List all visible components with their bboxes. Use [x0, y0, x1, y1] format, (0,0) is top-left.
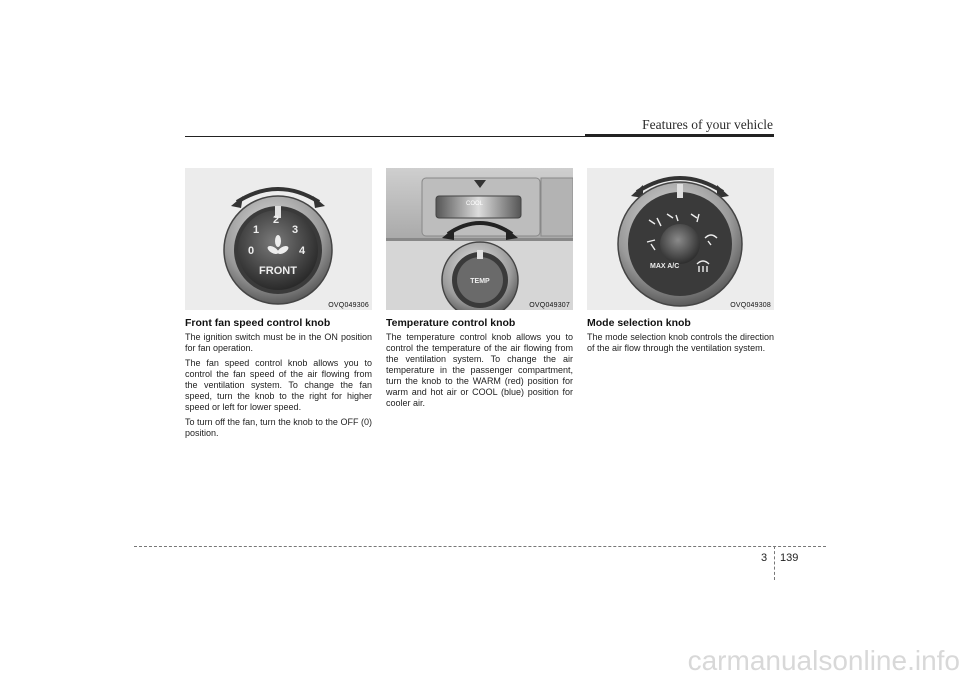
- chapter-number: 3: [761, 552, 768, 564]
- fan-knob-label: FRONT: [259, 265, 297, 277]
- temp-knob-figure: [386, 168, 573, 310]
- section-paragraph: To turn off the fan, turn the knob to the OFF (0) position.: [185, 417, 372, 438]
- fan-speed-0: 0: [248, 245, 255, 257]
- section-heading: Front fan speed control knob: [185, 317, 331, 329]
- page-number: 139: [780, 552, 799, 564]
- figure-code: OVQ049307: [529, 302, 570, 309]
- section-paragraph: The ignition switch must be in the ON position for fan operation.: [185, 332, 372, 353]
- figure-code: OVQ049308: [730, 302, 771, 309]
- header-rule-accent: [585, 134, 774, 137]
- page-header-title: Features of your vehicle: [642, 117, 773, 132]
- temperature-section: [386, 317, 573, 413]
- section-heading: Mode selection knob: [587, 317, 691, 329]
- footer-rule: [134, 546, 826, 547]
- fan-speed-4: 4: [299, 245, 306, 257]
- mode-selection-section: [587, 317, 774, 358]
- max-ac-label: MAX A/C: [650, 263, 680, 270]
- section-heading: Temperature control knob: [386, 317, 516, 329]
- fan-speed-3: 3: [292, 224, 299, 236]
- mode-knob-figure: [587, 168, 774, 310]
- header-rule: [185, 136, 585, 137]
- fan-speed-section: [185, 317, 372, 443]
- fan-knob-figure: [185, 168, 372, 310]
- figure-code: OVQ049306: [328, 302, 369, 309]
- fan-speed-2: 2: [273, 214, 280, 226]
- temp-knob-label: TEMP: [470, 278, 490, 285]
- section-paragraph: The mode selection knob controls the direction of the air flow through the ventilation system.: [587, 332, 774, 353]
- footer-divider: [774, 546, 775, 580]
- cool-label: COOL: [466, 201, 484, 207]
- watermark: carmanualsonline.info: [687, 645, 960, 676]
- section-paragraph: The fan speed control knob allows you to control the fan speed of the air flowing from the ventilation system. To change the fan speed, turn the knob to the right for higher speed or left for lower speed.: [185, 358, 372, 412]
- fan-speed-1: 1: [253, 224, 260, 236]
- section-paragraph: The temperature control knob allows you to control the temperature of the air flowing from the ventilation system. To change the air temperature in the passenger compartment, turn the knob to the WARM (red) position for warm and hot air or COOL (blue) position for cooler air.: [386, 332, 573, 408]
